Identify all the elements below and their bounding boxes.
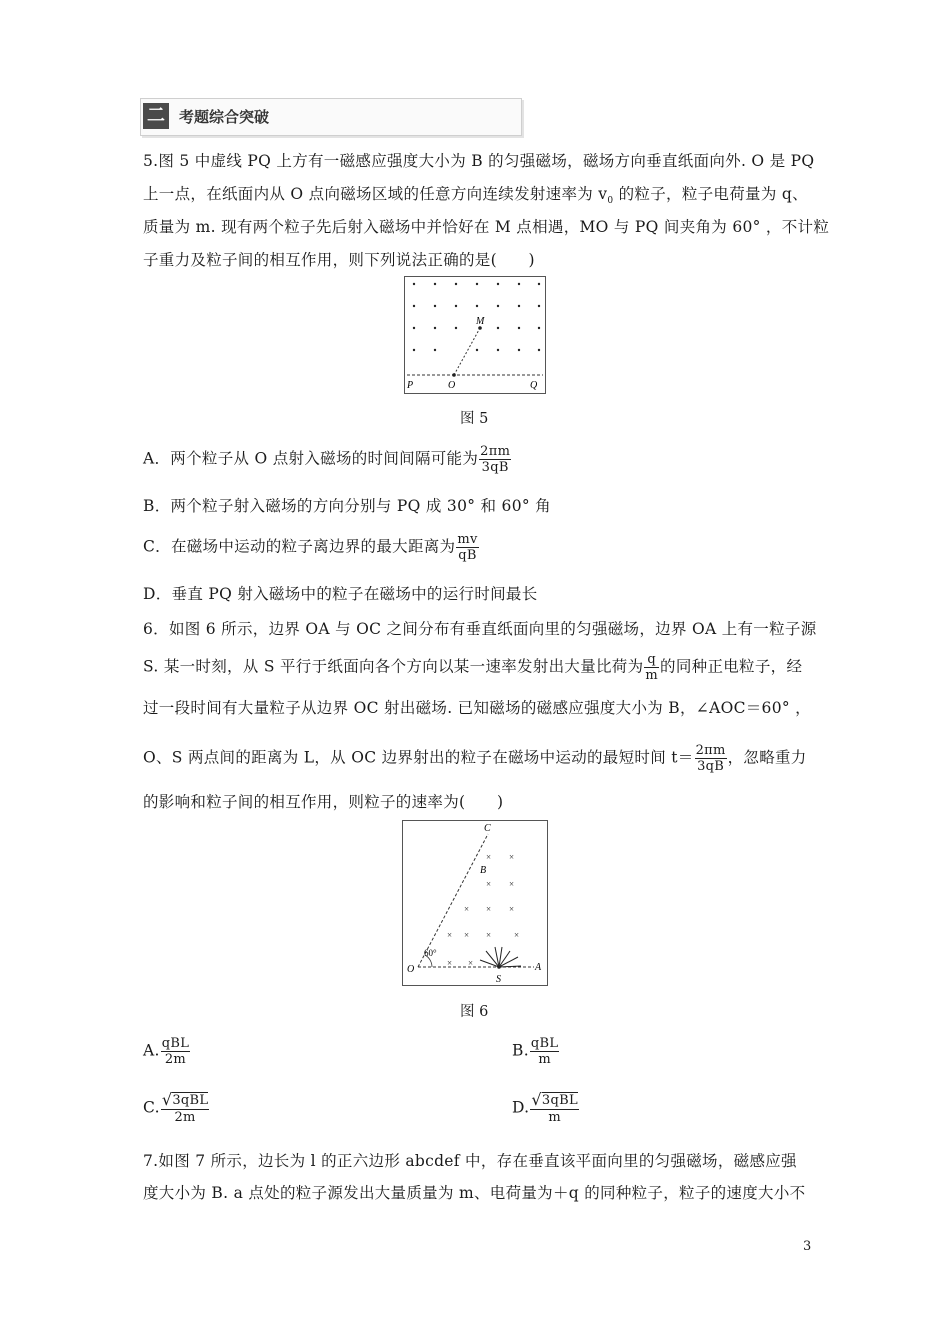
q5-line-4: 子重力及粒子间的相互作用，则下列说法正确的是( ) [143,251,535,269]
svg-text:×: × [486,852,492,862]
svg-text:×: × [486,879,492,889]
label-O: O [448,380,456,391]
svg-text:×: × [464,904,470,914]
section-number: 二 [143,103,169,129]
q5-option-c: C．在磁场中运动的粒子离边界的最大距离为 $\frac{mv}{qB}$ [143,532,478,563]
svg-text:×: × [486,904,492,914]
fraction: $\frac{2\pi m}{3qB}$ [480,444,511,475]
svg-text:×: × [509,852,515,862]
fraction: $\frac{q}{m}$ [645,652,659,683]
q5-option-d: D．垂直 PQ 射入磁场中的粒子在磁场中的运行时间最长 [143,585,538,603]
svg-text:×: × [486,930,492,940]
fraction: $\frac{\text{qBL}}{m}$ [530,1036,559,1067]
label-A: A [535,962,542,973]
q5-line-3: 质量为 m. 现有两个粒子先后射入磁场中并恰好在 M 点相遇，MO 与 PQ 间夹角为 60° ，不计粒 [143,218,830,236]
q5-option-b: B．两个粒子射入磁场的方向分别与 PQ 成 30° 和 60° 角 [143,497,551,515]
sqrt-icon: √ [531,1090,542,1109]
q7-line-2: 度大小为 B. a 点处的粒子源发出大量质量为 m、电荷量为＋q 的同种粒子，粒子的速度大小不 [143,1184,806,1202]
q5-option-a: A．两个粒子从 O 点射入磁场的时间间隔可能为 $\frac{2\pi m}{3qB}$ [143,444,511,475]
svg-text:×: × [468,958,474,968]
sqrt-icon: √ [161,1090,173,1109]
q6-line-5: 的影响和粒子间的相互作用，则粒子的速率为( ) [143,793,504,811]
q6-line-1: 6．如图 6 所示，边界 OA 与 OC 之间分布有垂直纸面向里的匀强磁场，边界 OA 上有一粒子源 [143,620,817,638]
q6-line-3: 过一段时间有大量粒子从边界 OC 射出磁场. 已知磁场的磁感应强度大小为 B，∠AOC＝60° ， [143,699,811,717]
label-S: S [496,974,501,985]
fraction: √ 3qBL 2m [161,1090,209,1125]
svg-text:×: × [514,930,520,940]
label-P: P [407,380,414,391]
label-M: M [476,316,485,327]
svg-text:×: × [447,930,453,940]
figure-5-caption: 图 5 [460,411,489,427]
q6-option-c: C. √ 3qBL 2m [143,1090,209,1125]
figure-6 [402,820,548,986]
q6-line-2: S. 某一时刻，从 S 平行于纸面向各个方向以某一速率发射出大量比荷为 $\frac{q}{m}$ 的同种正电粒子，经 [143,652,803,683]
section-header [140,98,522,136]
label-O: O [407,964,415,975]
q5-subscript: 0 [607,196,614,207]
label-B: B [480,865,487,876]
label-angle: 60° [424,948,437,958]
svg-text:×: × [509,879,515,889]
figure-5 [404,276,546,394]
q5-line-2: 上一点，在纸面内从 O 点向磁场区域的任意方向连续发射速率为 $v_0$ 的粒子，粒子电荷量为 q、 [143,185,808,207]
q5-line-1: 5.图 5 中虚线 PQ 上方有一磁感应强度大小为 B 的匀强磁场，磁场方向垂直纸面向外. O 是 PQ [143,152,815,170]
q7-line-1: 7.如图 7 所示，边长为 l 的正六边形 abcdef 中，存在垂直该平面向里的匀强磁场，磁感应强 [143,1152,797,1170]
svg-text:×: × [464,930,470,940]
figure-6-caption: 图 6 [460,1004,489,1020]
fraction: √ 3qBL m [531,1090,578,1125]
q6-option-a: A. $\frac{\text{qBL}}{2m}$ [143,1036,190,1067]
svg-text:×: × [509,904,515,914]
svg-text:×: × [447,958,453,968]
page-number: 3 [803,1239,812,1254]
q6-option-d: D. √ 3qBL m [512,1090,578,1125]
q6-line-4: O、S 两点间的距离为 L，从 OC 边界射出的粒子在磁场中运动的最短时间 t＝ $\frac{2\pi m}{3qB}$ ，忽略重力 [143,743,807,774]
label-C: C [484,823,491,834]
label-Q: Q [530,380,538,391]
fraction: $\frac{\text{qBL}}{2m}$ [161,1036,190,1067]
section-title: 考题综合突破 [179,108,270,126]
fraction: $\frac{2\pi m}{3qB}$ [695,743,726,774]
q6-option-b: B. $\frac{\text{qBL}}{m}$ [512,1036,559,1067]
fraction: $\frac{mv}{qB}$ [457,532,478,563]
